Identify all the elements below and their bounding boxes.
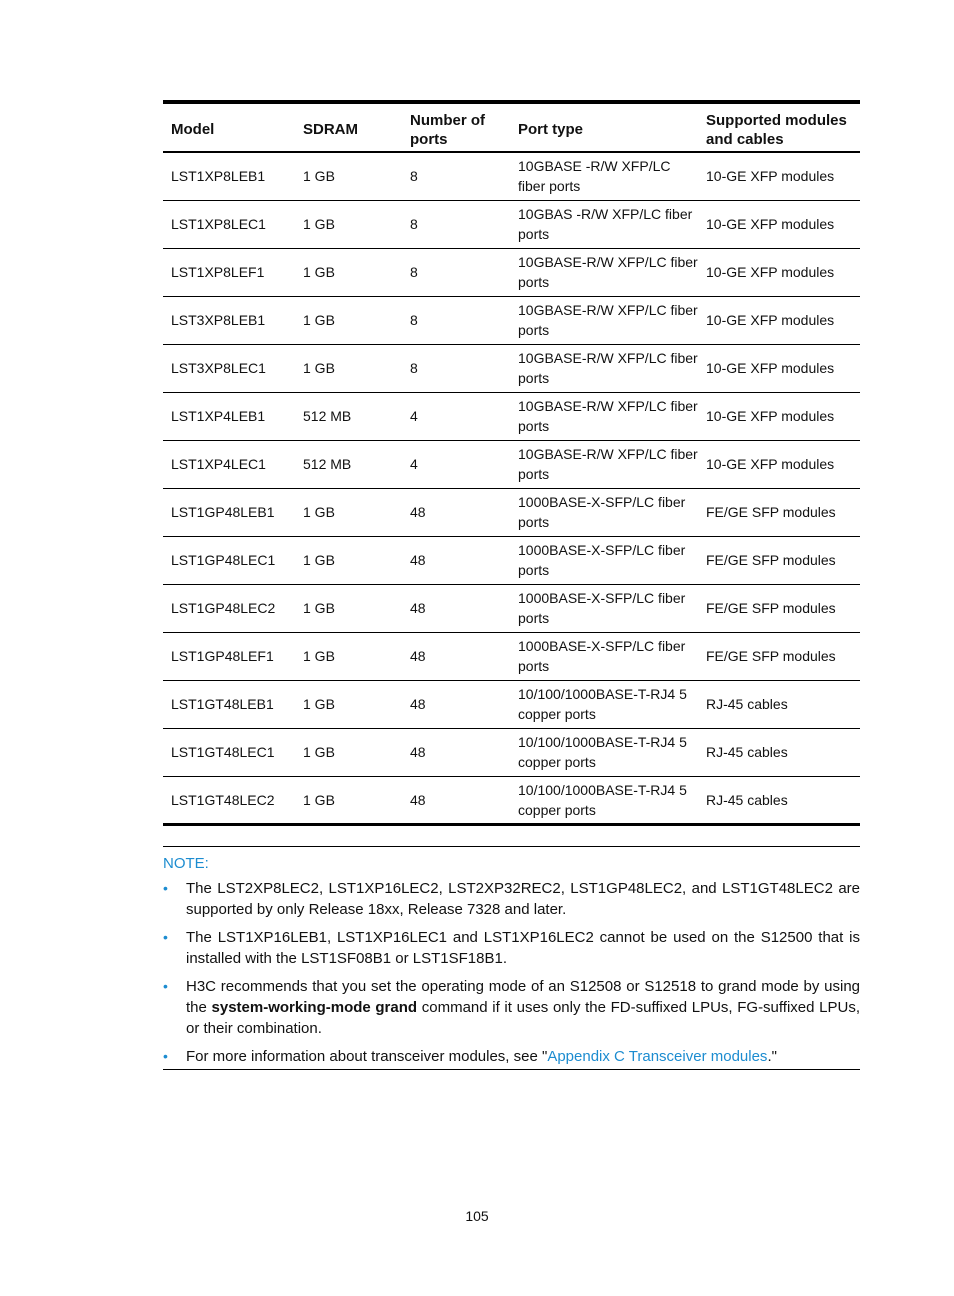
- table-row: [163, 680, 860, 728]
- header-port-type: Port type: [510, 102, 698, 152]
- cell-supported-modules: RJ-45 cables: [698, 728, 860, 776]
- table-row: [163, 632, 860, 680]
- note-text: .": [767, 1048, 777, 1065]
- cell-port-type: 10GBASE-R/W XFP/LC fiber ports: [510, 296, 698, 344]
- table-row: [163, 296, 860, 344]
- cell-supported-modules: 10-GE XFP modules: [698, 344, 860, 392]
- lpu-specifications-table: [163, 100, 860, 826]
- table-row: [163, 152, 860, 200]
- command-name: system-working-mode grand: [211, 999, 418, 1016]
- cell-port-type: 10/100/1000BASE-T-RJ4 5 copper ports: [510, 680, 698, 728]
- cell-port-type: 1000BASE-X-SFP/LC fiber ports: [510, 488, 698, 536]
- cell-sdram: 1 GB: [295, 680, 402, 728]
- note-text: H3C recommends that you set the operating mode of an S12508 or S12518 to grand mode by using the: [186, 978, 860, 1016]
- cell-supported-modules: 10-GE XFP modules: [698, 392, 860, 440]
- cell-number-of-ports: 4: [402, 440, 510, 488]
- cell-number-of-ports: 4: [402, 392, 510, 440]
- header-supported-modules: Supported modules and cables: [698, 102, 860, 152]
- cell-sdram: 1 GB: [295, 200, 402, 248]
- cell-model: LST1GT48LEC2: [163, 776, 295, 824]
- cell-port-type: 10/100/1000BASE-T-RJ4 5 copper ports: [510, 776, 698, 824]
- cell-model: LST1GP48LEF1: [163, 632, 295, 680]
- cell-sdram: 1 GB: [295, 584, 402, 632]
- cell-number-of-ports: 48: [402, 680, 510, 728]
- cell-port-type: 10/100/1000BASE-T-RJ4 5 copper ports: [510, 728, 698, 776]
- table-row: [163, 440, 860, 488]
- cell-number-of-ports: 48: [402, 584, 510, 632]
- cell-number-of-ports: 8: [402, 296, 510, 344]
- note-box: [163, 846, 860, 1070]
- table-row: [163, 776, 860, 824]
- cell-sdram: 1 GB: [295, 632, 402, 680]
- cell-model: LST1GT48LEB1: [163, 680, 295, 728]
- cell-model: LST1XP8LEF1: [163, 248, 295, 296]
- note-text: The LST2XP8LEC2, LST1XP16LEC2, LST2XP32REC2, LST1GP48LEC2, and LST1GT48LEC2 are supported by only Release 18xx, Release 7328 and later.: [186, 880, 860, 918]
- cell-model: LST3XP8LEC1: [163, 344, 295, 392]
- cell-supported-modules: 10-GE XFP modules: [698, 248, 860, 296]
- cell-supported-modules: FE/GE SFP modules: [698, 632, 860, 680]
- cell-model: LST1GP48LEC1: [163, 536, 295, 584]
- cell-supported-modules: FE/GE SFP modules: [698, 584, 860, 632]
- cell-sdram: 1 GB: [295, 488, 402, 536]
- bullet-icon: •: [163, 929, 168, 945]
- cell-sdram: 1 GB: [295, 536, 402, 584]
- note-title: NOTE:: [163, 855, 209, 872]
- cell-sdram: 1 GB: [295, 296, 402, 344]
- cell-supported-modules: FE/GE SFP modules: [698, 488, 860, 536]
- cell-number-of-ports: 8: [402, 248, 510, 296]
- cell-number-of-ports: 48: [402, 728, 510, 776]
- bullet-icon: •: [163, 1048, 168, 1064]
- note-text: command if it uses only the FD-suffixed LPUs, FG-suffixed LPUs, or their combination.: [186, 999, 860, 1037]
- cell-port-type: 10GBASE-R/W XFP/LC fiber ports: [510, 440, 698, 488]
- cell-model: LST1XP4LEC1: [163, 440, 295, 488]
- page-number: 105: [465, 1208, 489, 1224]
- note-item: [163, 1046, 860, 1067]
- cell-number-of-ports: 48: [402, 632, 510, 680]
- note-text: For more information about transceiver modules, see ": [186, 1048, 548, 1065]
- cell-supported-modules: FE/GE SFP modules: [698, 536, 860, 584]
- table-row: [163, 248, 860, 296]
- cell-port-type: 1000BASE-X-SFP/LC fiber ports: [510, 632, 698, 680]
- cell-port-type: 1000BASE-X-SFP/LC fiber ports: [510, 536, 698, 584]
- note-item: [163, 976, 860, 1039]
- cell-supported-modules: 10-GE XFP modules: [698, 152, 860, 200]
- cell-supported-modules: 10-GE XFP modules: [698, 440, 860, 488]
- cell-port-type: 10GBASE-R/W XFP/LC fiber ports: [510, 248, 698, 296]
- cell-supported-modules: RJ-45 cables: [698, 680, 860, 728]
- appendix-link[interactable]: Appendix C Transceiver modules: [547, 1048, 768, 1065]
- bullet-icon: •: [163, 880, 168, 896]
- cell-number-of-ports: 48: [402, 536, 510, 584]
- cell-sdram: 512 MB: [295, 392, 402, 440]
- cell-port-type: 10GBAS -R/W XFP/LC fiber ports: [510, 200, 698, 248]
- cell-model: LST1GT48LEC1: [163, 728, 295, 776]
- cell-number-of-ports: 8: [402, 152, 510, 200]
- header-sdram: SDRAM: [295, 102, 402, 152]
- cell-model: LST1GP48LEC2: [163, 584, 295, 632]
- table-row: [163, 392, 860, 440]
- cell-sdram: 1 GB: [295, 248, 402, 296]
- cell-model: LST1XP4LEB1: [163, 392, 295, 440]
- cell-port-type: 1000BASE-X-SFP/LC fiber ports: [510, 584, 698, 632]
- cell-number-of-ports: 48: [402, 776, 510, 824]
- cell-number-of-ports: 8: [402, 200, 510, 248]
- cell-sdram: 512 MB: [295, 440, 402, 488]
- cell-supported-modules: 10-GE XFP modules: [698, 200, 860, 248]
- cell-sdram: 1 GB: [295, 776, 402, 824]
- note-text: The LST1XP16LEB1, LST1XP16LEC1 and LST1XP16LEC2 cannot be used on the S12500 that is installed with the LST1SF08B1 or LST1SF18B1.: [186, 929, 860, 967]
- cell-port-type: 10GBASE-R/W XFP/LC fiber ports: [510, 344, 698, 392]
- table-body: [163, 152, 860, 824]
- cell-supported-modules: 10-GE XFP modules: [698, 296, 860, 344]
- cell-number-of-ports: 8: [402, 344, 510, 392]
- note-item: [163, 878, 860, 920]
- header-number-of-ports: Number of ports: [402, 102, 510, 152]
- header-model: Model: [163, 102, 295, 152]
- cell-port-type: 10GBASE-R/W XFP/LC fiber ports: [510, 392, 698, 440]
- note-list: [163, 878, 860, 1067]
- cell-model: LST1GP48LEB1: [163, 488, 295, 536]
- table-row: [163, 584, 860, 632]
- table-row: [163, 536, 860, 584]
- table-row: [163, 344, 860, 392]
- cell-model: LST1XP8LEB1: [163, 152, 295, 200]
- cell-sdram: 1 GB: [295, 152, 402, 200]
- note-item: [163, 927, 860, 969]
- cell-model: LST3XP8LEB1: [163, 296, 295, 344]
- table-row: [163, 200, 860, 248]
- cell-port-type: 10GBASE -R/W XFP/LC fiber ports: [510, 152, 698, 200]
- table-row: [163, 728, 860, 776]
- cell-supported-modules: RJ-45 cables: [698, 776, 860, 824]
- cell-model: LST1XP8LEC1: [163, 200, 295, 248]
- cell-sdram: 1 GB: [295, 728, 402, 776]
- table-row: [163, 488, 860, 536]
- cell-number-of-ports: 48: [402, 488, 510, 536]
- cell-sdram: 1 GB: [295, 344, 402, 392]
- bullet-icon: •: [163, 978, 168, 994]
- table-header-row: [163, 102, 860, 152]
